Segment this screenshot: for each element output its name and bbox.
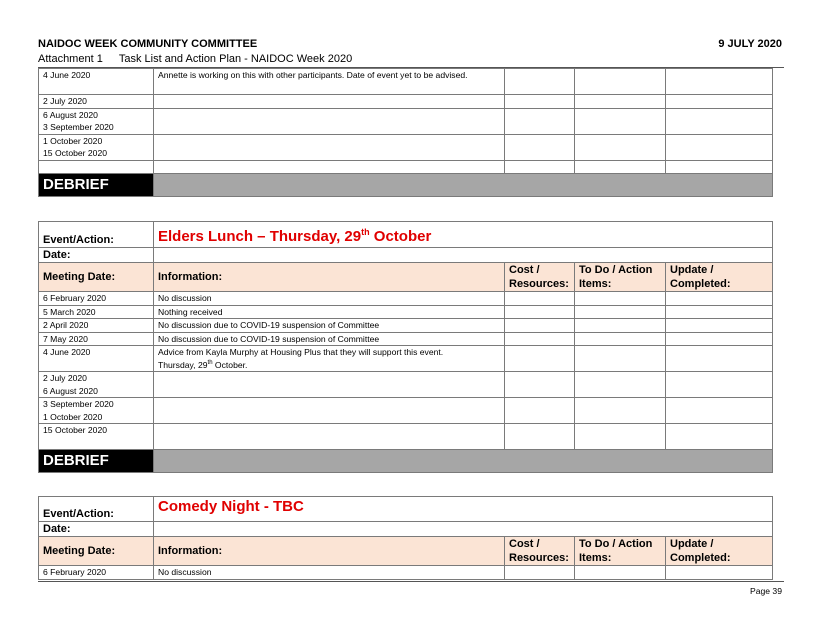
table-row <box>39 292 773 306</box>
information-cell: No discussion due to COVID-19 suspension of Committee <box>154 332 505 346</box>
event-table-continued <box>38 68 773 197</box>
meeting-date-cell: 6 August 2020 <box>39 385 154 398</box>
table-row <box>39 95 773 109</box>
debrief-fill <box>154 174 773 197</box>
info-sup: th <box>207 359 213 366</box>
meeting-date-cell: 3 September 2020 <box>39 398 154 411</box>
table-row <box>39 566 773 580</box>
debrief-label: DEBRIEF <box>39 174 154 197</box>
table-row <box>39 319 773 333</box>
cost-header: Cost / Resources: <box>505 537 575 566</box>
information-cell: Annette is working on this with other participants. Date of event yet to be advised. <box>154 69 505 95</box>
table-row <box>39 332 773 346</box>
cost-header: Cost / Resources: <box>505 263 575 292</box>
plan-subtitle <box>38 53 352 65</box>
information-header: Information: <box>154 263 505 292</box>
debrief-row <box>39 174 773 197</box>
meeting-date-cell: 2 July 2020 <box>39 95 154 109</box>
meeting-date-cell: 4 June 2020 <box>39 69 154 95</box>
meeting-date-cell: 6 August 2020 <box>39 108 154 121</box>
meeting-date-cell: 2 July 2020 <box>39 372 154 385</box>
meeting-date-cell: 6 February 2020 <box>39 566 154 580</box>
meeting-date-cell: 2 April 2020 <box>39 319 154 333</box>
date-label: Date: <box>39 248 154 263</box>
event-title <box>154 222 773 248</box>
meeting-date-cell: 7 May 2020 <box>39 332 154 346</box>
table-row <box>39 411 773 424</box>
meeting-date-cell: 1 October 2020 <box>39 411 154 424</box>
meeting-date-header: Meeting Date: <box>39 263 154 292</box>
footer-rule <box>38 581 784 582</box>
meeting-date-cell: 5 March 2020 <box>39 305 154 319</box>
meeting-date-cell: 4 June 2020 <box>39 346 154 372</box>
update-header: Update / Completed: <box>666 537 773 566</box>
event-action-row <box>39 222 773 248</box>
table-row <box>39 305 773 319</box>
event-table-comedy-night <box>38 496 773 580</box>
committee-name: NAIDOC WEEK COMMUNITY COMMITTEE <box>38 38 258 50</box>
event-title-main: Elders Lunch – Thursday, 29 <box>158 228 362 245</box>
update-header: Update / Completed: <box>666 263 773 292</box>
meeting-date-cell: 15 October 2020 <box>39 424 154 437</box>
table-row <box>39 134 773 147</box>
meeting-date-cell: 15 October 2020 <box>39 147 154 160</box>
table-row <box>39 160 773 174</box>
date-label: Date: <box>39 522 154 537</box>
info-line-1: Advice from Kayla Murphy at Housing Plus that they will support this event. <box>158 347 444 357</box>
column-header-row <box>39 537 773 566</box>
meeting-date-cell: 1 October 2020 <box>39 134 154 147</box>
table-row <box>39 424 773 437</box>
information-cell: No discussion due to COVID-19 suspension of Committee <box>154 319 505 333</box>
page-number: Page 39 <box>749 586 782 596</box>
plan-title: Task List and Action Plan - NAIDOC Week 2020 <box>118 53 353 65</box>
meeting-date-cell: 3 September 2020 <box>39 121 154 134</box>
column-header-row <box>39 263 773 292</box>
table-row <box>39 108 773 121</box>
table-row <box>39 147 773 160</box>
attachment-label: Attachment 1 <box>38 53 103 65</box>
table-row <box>39 121 773 134</box>
table-row <box>39 69 773 95</box>
information-cell <box>154 346 505 372</box>
event-title-sup: th <box>361 227 370 237</box>
debrief-row <box>39 450 773 473</box>
debrief-fill <box>154 450 773 473</box>
event-action-row <box>39 497 773 522</box>
meeting-date-cell: 6 February 2020 <box>39 292 154 306</box>
information-cell: Nothing received <box>154 305 505 319</box>
event-title: Comedy Night - TBC <box>154 497 773 522</box>
table-row <box>39 346 773 372</box>
debrief-label: DEBRIEF <box>39 450 154 473</box>
event-action-label: Event/Action: <box>39 222 154 248</box>
date-row <box>39 248 773 263</box>
information-cell: No discussion <box>154 292 505 306</box>
table-row <box>39 385 773 398</box>
meeting-date: 9 JULY 2020 <box>718 38 782 50</box>
information-cell: No discussion <box>154 566 505 580</box>
table-row <box>39 372 773 385</box>
meeting-date-header: Meeting Date: <box>39 537 154 566</box>
event-action-label: Event/Action: <box>39 497 154 522</box>
info-line-2a: Thursday, 29 <box>158 359 208 370</box>
event-title-end: October <box>369 228 432 245</box>
table-row <box>39 437 773 450</box>
todo-header: To Do / Action Items: <box>575 263 666 292</box>
information-header: Information: <box>154 537 505 566</box>
event-table-elders-lunch <box>38 221 773 473</box>
date-row <box>39 522 773 537</box>
table-row <box>39 398 773 411</box>
info-line-2b: October. <box>212 359 248 370</box>
todo-header: To Do / Action Items: <box>575 537 666 566</box>
